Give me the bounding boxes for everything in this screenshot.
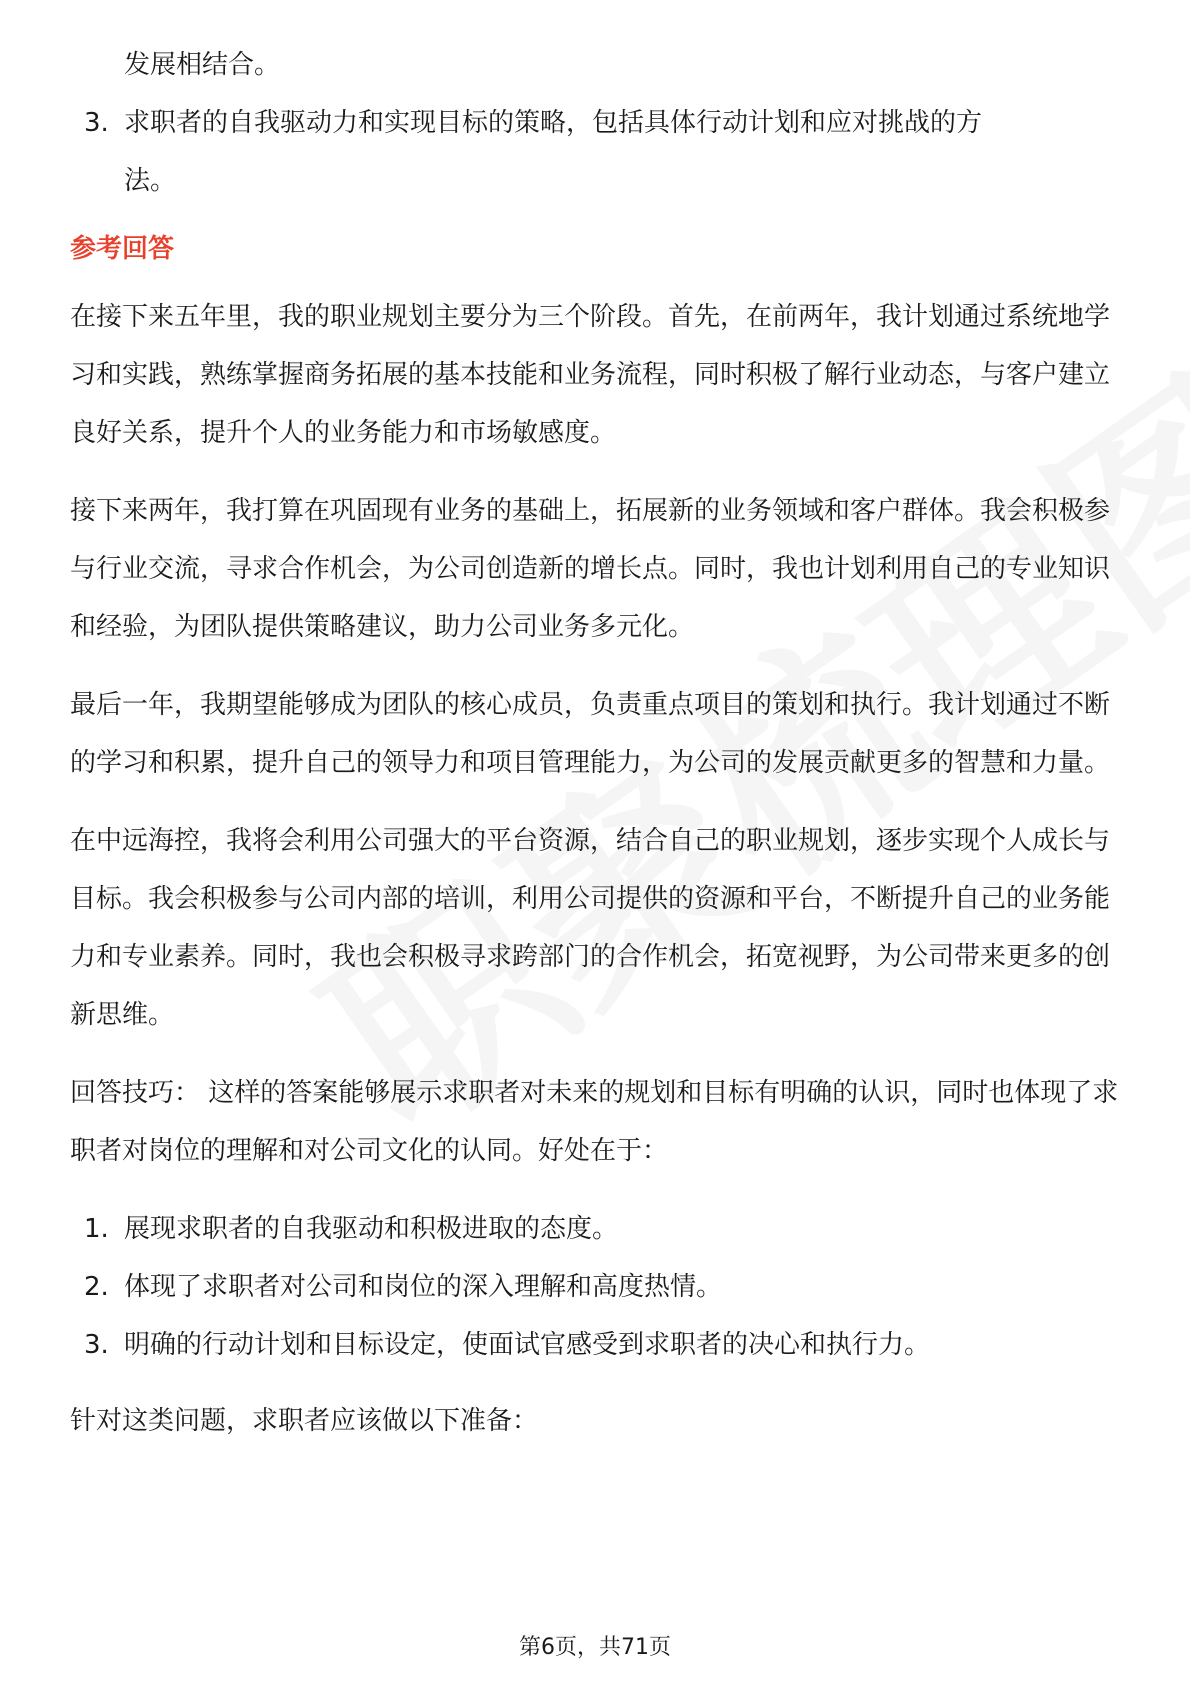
section-heading: 参考回答: [70, 234, 175, 264]
benefits-list: [70, 1200, 1120, 1374]
list-item-number: 3.: [84, 1330, 109, 1360]
closing-paragraph: 针对这类问题，求职者应该做以下准备：: [70, 1406, 539, 1436]
list-item-number: 3.: [84, 108, 109, 138]
list-item-text: 明确的行动计划和目标设定，使面试官感受到求职者的决心和执行力。: [124, 1330, 931, 1360]
list-item: [70, 94, 1120, 210]
list-item-number: 1.: [84, 1214, 109, 1244]
tips-paragraph: 回答技巧： 这样的答案能够展示求职者对未来的规划和目标有明确的认识，同时也体现了求职者对岗位的理解和对公司文化的认同。好处在于：: [70, 1078, 1119, 1166]
list-item: [70, 1258, 1120, 1316]
page-content: [70, 36, 1120, 1470]
list-item-continuation: 发展相结合。: [124, 50, 281, 80]
answer-paragraph: 最后一年，我期望能够成为团队的核心成员，负责重点项目的策划和执行。我计划通过不断的学习和积累，提升自己的领导力和项目管理能力，为公司的发展贡献更多的智慧和力量。: [70, 690, 1111, 778]
answer-paragraph: 在接下来五年里，我的职业规划主要分为三个阶段。首先，在前两年，我计划通过系统地学习和实践，熟练掌握商务拓展的基本技能和业务流程，同时积极了解行业动态，与客户建立良好关系，提升个人的业务能力和市场敏感度。: [70, 302, 1111, 448]
list-item-text: 展现求职者的自我驱动和积极进取的态度。: [124, 1214, 619, 1244]
list-item-line: 求职者的自我驱动力和实现目标的策略，包括具体行动计划和应对挑战的方: [124, 108, 983, 138]
list-item-line: 法。: [124, 166, 177, 196]
answer-paragraph: 在中远海控，我将会利用公司强大的平台资源，结合自己的职业规划，逐步实现个人成长与目标。我会积极参与公司内部的培训，利用公司提供的资源和平台，不断提升自己的业务能力和专业素养。同时，我也会积极寻求跨部门的合作机会，拓宽视野，为公司带来更多的创新思维。: [70, 826, 1111, 1030]
list-item-number: 2.: [84, 1272, 109, 1302]
list-item: [70, 1316, 1120, 1374]
answer-paragraph: 接下来两年，我打算在巩固现有业务的基础上，拓展新的业务领域和客户群体。我会积极参与行业交流，寻求合作机会，为公司创造新的增长点。同时，我也计划利用自己的专业知识和经验，为团队提供策略建议，助力公司业务多元化。: [70, 496, 1111, 642]
list-item: [70, 1200, 1120, 1258]
list-item-text: 体现了求职者对公司和岗位的深入理解和高度热情。: [124, 1272, 723, 1302]
page-number: 第6页，共71页: [519, 1635, 671, 1660]
